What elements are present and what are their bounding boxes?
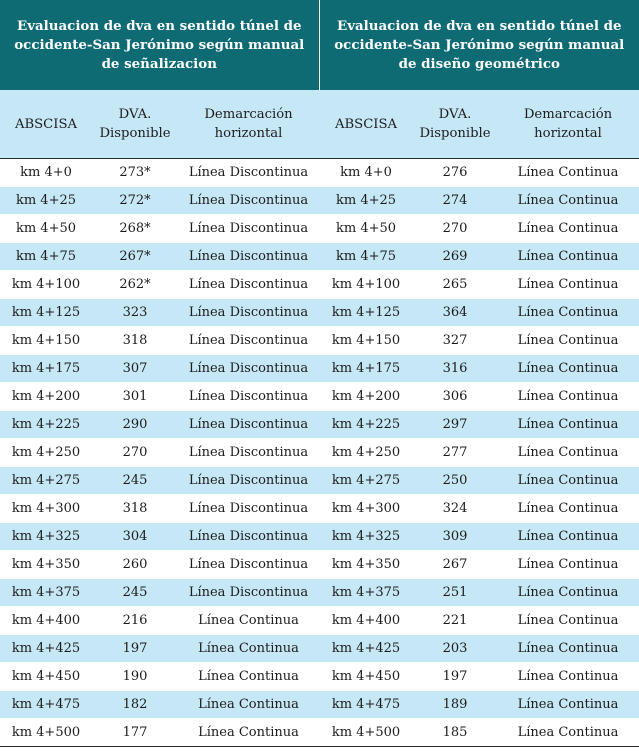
cell-abscisa-2: km 4+325 (319, 523, 413, 551)
cell-abscisa: km 4+325 (0, 523, 92, 551)
cell-demarcacion-geometric: Línea Continua (497, 355, 639, 383)
cell-demarcacion-signage: Línea Discontinua (178, 551, 319, 579)
cell-demarcacion-signage: Línea Continua (178, 635, 319, 663)
table-body (0, 159, 639, 747)
cell-abscisa-2: km 4+275 (319, 467, 413, 495)
col-header-dva: DVA. Disponible (92, 90, 178, 159)
cell-dva-signage: 318 (92, 495, 178, 523)
cell-dva-geometric: 185 (413, 719, 497, 747)
cell-demarcacion-geometric: Línea Continua (497, 635, 639, 663)
cell-abscisa-2: km 4+25 (319, 187, 413, 215)
cell-demarcacion-signage: Línea Discontinua (178, 355, 319, 383)
cell-dva-signage: 290 (92, 411, 178, 439)
cell-abscisa: km 4+400 (0, 607, 92, 635)
cell-abscisa: km 4+300 (0, 495, 92, 523)
cell-dva-signage: 245 (92, 579, 178, 607)
cell-dva-signage: 268* (92, 215, 178, 243)
cell-abscisa: km 4+75 (0, 243, 92, 271)
cell-demarcacion-signage: Línea Discontinua (178, 271, 319, 299)
cell-dva-geometric: 277 (413, 439, 497, 467)
cell-dva-geometric: 274 (413, 187, 497, 215)
table-row (0, 467, 639, 495)
cell-dva-signage: 245 (92, 467, 178, 495)
cell-dva-geometric: 250 (413, 467, 497, 495)
cell-abscisa-2: km 4+225 (319, 411, 413, 439)
cell-abscisa: km 4+500 (0, 719, 92, 747)
cell-abscisa: km 4+250 (0, 439, 92, 467)
cell-demarcacion-geometric: Línea Continua (497, 215, 639, 243)
cell-demarcacion-geometric: Línea Continua (497, 271, 639, 299)
cell-demarcacion-geometric: Línea Continua (497, 467, 639, 495)
cell-demarcacion-signage: Línea Discontinua (178, 439, 319, 467)
cell-demarcacion-geometric: Línea Continua (497, 523, 639, 551)
cell-abscisa-2: km 4+400 (319, 607, 413, 635)
cell-abscisa-2: km 4+175 (319, 355, 413, 383)
cell-abscisa: km 4+225 (0, 411, 92, 439)
table-row (0, 495, 639, 523)
table-row (0, 187, 639, 215)
cell-demarcacion-geometric: Línea Continua (497, 187, 639, 215)
table-row (0, 635, 639, 663)
cell-abscisa-2: km 4+375 (319, 579, 413, 607)
cell-demarcacion-geometric: Línea Continua (497, 159, 639, 187)
cell-demarcacion-geometric: Línea Continua (497, 495, 639, 523)
cell-demarcacion-signage: Línea Discontinua (178, 159, 319, 187)
cell-dva-signage: 307 (92, 355, 178, 383)
cell-abscisa-2: km 4+475 (319, 691, 413, 719)
group-header-row (0, 0, 639, 90)
col-header-abscisa-2: ABSCISA (319, 90, 413, 159)
table-row (0, 355, 639, 383)
cell-demarcacion-signage: Línea Discontinua (178, 467, 319, 495)
cell-demarcacion-geometric: Línea Continua (497, 663, 639, 691)
cell-abscisa: km 4+375 (0, 579, 92, 607)
table-row (0, 691, 639, 719)
table-row (0, 299, 639, 327)
cell-dva-signage: 177 (92, 719, 178, 747)
col-header-demarcacion: Demarcación horizontal (178, 90, 319, 159)
cell-demarcacion-signage: Línea Continua (178, 719, 319, 747)
cell-demarcacion-signage: Línea Discontinua (178, 327, 319, 355)
cell-dva-geometric: 265 (413, 271, 497, 299)
cell-demarcacion-signage: Línea Discontinua (178, 243, 319, 271)
cell-demarcacion-geometric: Línea Continua (497, 299, 639, 327)
table-row (0, 159, 639, 187)
cell-dva-geometric: 270 (413, 215, 497, 243)
col-header-dva-2: DVA. Disponible (413, 90, 497, 159)
table-row (0, 411, 639, 439)
cell-abscisa: km 4+175 (0, 355, 92, 383)
cell-dva-geometric: 189 (413, 691, 497, 719)
cell-abscisa-2: km 4+500 (319, 719, 413, 747)
cell-dva-geometric: 221 (413, 607, 497, 635)
cell-dva-geometric: 306 (413, 383, 497, 411)
cell-demarcacion-geometric: Línea Continua (497, 691, 639, 719)
cell-dva-geometric: 276 (413, 159, 497, 187)
cell-demarcacion-signage: Línea Discontinua (178, 523, 319, 551)
cell-abscisa: km 4+350 (0, 551, 92, 579)
table-row (0, 719, 639, 747)
table-row (0, 327, 639, 355)
table-row (0, 579, 639, 607)
table-row (0, 551, 639, 579)
cell-dva-geometric: 316 (413, 355, 497, 383)
cell-abscisa: km 4+450 (0, 663, 92, 691)
table-row (0, 439, 639, 467)
cell-demarcacion-signage: Línea Discontinua (178, 579, 319, 607)
cell-dva-signage: 216 (92, 607, 178, 635)
cell-dva-signage: 190 (92, 663, 178, 691)
cell-abscisa-2: km 4+450 (319, 663, 413, 691)
col-header-abscisa: ABSCISA (0, 90, 92, 159)
cell-demarcacion-geometric: Línea Continua (497, 411, 639, 439)
cell-dva-geometric: 309 (413, 523, 497, 551)
cell-abscisa: km 4+25 (0, 187, 92, 215)
cell-abscisa-2: km 4+425 (319, 635, 413, 663)
cell-demarcacion-signage: Línea Continua (178, 663, 319, 691)
cell-abscisa-2: km 4+100 (319, 271, 413, 299)
cell-dva-geometric: 203 (413, 635, 497, 663)
cell-dva-signage: 304 (92, 523, 178, 551)
group-header-signage-manual: Evaluacion de dva en sentido túnel de occidente-San Jerónimo según manual de señalizacion (0, 0, 319, 90)
cell-dva-signage: 301 (92, 383, 178, 411)
cell-abscisa: km 4+100 (0, 271, 92, 299)
table-row (0, 243, 639, 271)
cell-abscisa-2: km 4+250 (319, 439, 413, 467)
cell-abscisa-2: km 4+125 (319, 299, 413, 327)
cell-demarcacion-geometric: Línea Continua (497, 719, 639, 747)
cell-dva-signage: 323 (92, 299, 178, 327)
cell-demarcacion-geometric: Línea Continua (497, 607, 639, 635)
cell-demarcacion-signage: Línea Continua (178, 691, 319, 719)
cell-demarcacion-signage: Línea Discontinua (178, 215, 319, 243)
cell-dva-signage: 267* (92, 243, 178, 271)
cell-dva-geometric: 269 (413, 243, 497, 271)
cell-abscisa-2: km 4+0 (319, 159, 413, 187)
cell-dva-signage: 182 (92, 691, 178, 719)
cell-dva-geometric: 251 (413, 579, 497, 607)
cell-dva-signage: 272* (92, 187, 178, 215)
cell-demarcacion-signage: Línea Discontinua (178, 187, 319, 215)
table-row (0, 607, 639, 635)
cell-dva-signage: 262* (92, 271, 178, 299)
cell-abscisa-2: km 4+300 (319, 495, 413, 523)
cell-demarcacion-signage: Línea Discontinua (178, 495, 319, 523)
cell-abscisa: km 4+425 (0, 635, 92, 663)
cell-demarcacion-signage: Línea Discontinua (178, 299, 319, 327)
cell-demarcacion-geometric: Línea Continua (497, 579, 639, 607)
cell-abscisa: km 4+475 (0, 691, 92, 719)
cell-demarcacion-signage: Línea Discontinua (178, 383, 319, 411)
cell-demarcacion-geometric: Línea Continua (497, 551, 639, 579)
table-row (0, 215, 639, 243)
cell-abscisa: km 4+275 (0, 467, 92, 495)
cell-dva-geometric: 197 (413, 663, 497, 691)
col-header-demarcacion-2: Demarcación horizontal (497, 90, 639, 159)
cell-abscisa: km 4+50 (0, 215, 92, 243)
cell-abscisa-2: km 4+150 (319, 327, 413, 355)
cell-dva-geometric: 327 (413, 327, 497, 355)
cell-abscisa: km 4+150 (0, 327, 92, 355)
cell-demarcacion-geometric: Línea Continua (497, 439, 639, 467)
table-row (0, 383, 639, 411)
cell-demarcacion-geometric: Línea Continua (497, 383, 639, 411)
table-row (0, 523, 639, 551)
cell-abscisa: km 4+125 (0, 299, 92, 327)
cell-dva-geometric: 297 (413, 411, 497, 439)
cell-abscisa-2: km 4+50 (319, 215, 413, 243)
cell-demarcacion-geometric: Línea Continua (497, 327, 639, 355)
cell-abscisa: km 4+200 (0, 383, 92, 411)
cell-abscisa: km 4+0 (0, 159, 92, 187)
table-row (0, 271, 639, 299)
cell-dva-signage: 318 (92, 327, 178, 355)
cell-dva-geometric: 267 (413, 551, 497, 579)
cell-demarcacion-signage: Línea Continua (178, 607, 319, 635)
cell-dva-signage: 197 (92, 635, 178, 663)
cell-dva-geometric: 324 (413, 495, 497, 523)
column-header-row (0, 90, 639, 159)
cell-dva-signage: 270 (92, 439, 178, 467)
cell-abscisa-2: km 4+75 (319, 243, 413, 271)
cell-dva-signage: 260 (92, 551, 178, 579)
cell-abscisa-2: km 4+200 (319, 383, 413, 411)
table-row (0, 663, 639, 691)
cell-demarcacion-signage: Línea Discontinua (178, 411, 319, 439)
cell-dva-signage: 273* (92, 159, 178, 187)
group-header-geometric-design-manual: Evaluacion de dva en sentido túnel de occidente-San Jerónimo según manual de diseño geométrico (319, 0, 639, 90)
cell-abscisa-2: km 4+350 (319, 551, 413, 579)
cell-dva-geometric: 364 (413, 299, 497, 327)
cell-demarcacion-geometric: Línea Continua (497, 243, 639, 271)
